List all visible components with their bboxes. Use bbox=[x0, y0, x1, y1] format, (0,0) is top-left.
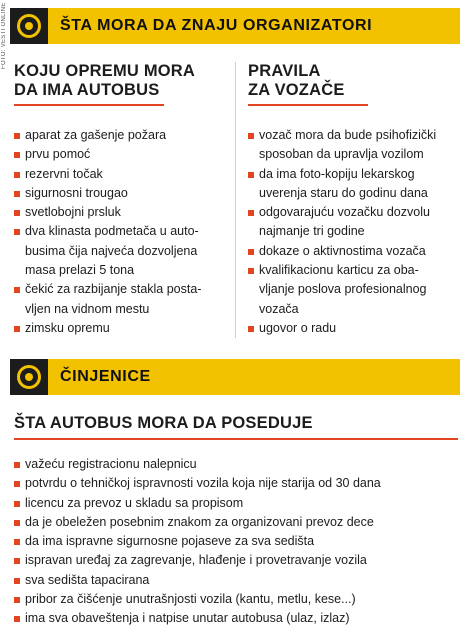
list-item bbox=[14, 203, 224, 222]
bullet-square-icon bbox=[248, 133, 254, 139]
list-item bbox=[248, 165, 458, 204]
photo-credit: FOTO: VESTI ONLINE bbox=[1, 2, 7, 69]
bullet-square-icon bbox=[14, 229, 20, 235]
bullet-square-icon bbox=[14, 597, 20, 603]
list-item bbox=[14, 571, 462, 590]
list-item bbox=[14, 474, 462, 493]
equipment-list bbox=[14, 126, 224, 338]
list-item bbox=[248, 319, 458, 338]
target-icon bbox=[10, 8, 48, 44]
list-item bbox=[14, 126, 224, 145]
list-item-text: licencu za prevoz u skladu sa propisom bbox=[25, 495, 244, 510]
bullet-square-icon bbox=[14, 616, 20, 622]
bullet-square-icon bbox=[14, 481, 20, 487]
list-item-text: potvrdu o tehničkoj ispravnosti vozila koja nije starija od 30 dana bbox=[25, 476, 381, 491]
bullet-square-icon bbox=[14, 172, 20, 178]
bullet-square-icon bbox=[14, 578, 20, 584]
bullet-square-icon bbox=[14, 539, 20, 545]
driver-rules-list bbox=[248, 126, 458, 338]
list-item bbox=[248, 203, 458, 242]
list-item bbox=[14, 222, 224, 280]
driver-rules-column bbox=[248, 62, 458, 338]
list-item bbox=[14, 145, 224, 164]
bullet-square-icon bbox=[248, 210, 254, 216]
list-item bbox=[14, 319, 224, 338]
bullet-square-icon bbox=[14, 326, 20, 332]
list-item-text: čekić za razbijanje stakla posta- vljen na vidnom mestu bbox=[25, 282, 202, 316]
list-item bbox=[14, 165, 224, 184]
list-item-text: aparat za gašenje požara bbox=[25, 128, 167, 142]
bullet-square-icon bbox=[248, 326, 254, 332]
bullet-square-icon bbox=[14, 501, 20, 507]
list-item-text: da ima foto-kopiju lekarskog uverenja staru do godinu dana bbox=[259, 166, 428, 200]
list-item bbox=[14, 455, 462, 474]
bullet-square-icon bbox=[14, 152, 20, 158]
list-item-text: odgovarajuću vozačku dozvolu najmanje tri godine bbox=[259, 205, 430, 239]
list-item-text: zimsku opremu bbox=[25, 320, 110, 335]
list-item bbox=[14, 532, 462, 551]
column-heading: KOJU OPREMU MORA DA IMA AUTOBUS bbox=[14, 62, 196, 99]
list-item bbox=[248, 126, 458, 165]
list-item bbox=[14, 609, 462, 628]
heading-underline bbox=[14, 438, 458, 440]
list-item-text: ima sva obaveštenja i natpise unutar autobusa (ulaz, izlaz) bbox=[25, 611, 350, 626]
list-item-text: dva klinasta podmetača u auto- busima čija najveća dozvoljena masa prelazi 5 tona bbox=[25, 224, 199, 278]
heading-underline bbox=[248, 104, 368, 106]
list-item-text: prvu pomoć bbox=[25, 147, 91, 162]
list-item bbox=[14, 184, 224, 203]
list-item-text: ugovor o radu bbox=[259, 320, 337, 335]
list-item bbox=[14, 494, 462, 513]
list-item-text: sigurnosni trougao bbox=[25, 185, 128, 200]
list-item-text: svetlobojni prsluk bbox=[25, 205, 121, 220]
target-icon bbox=[10, 359, 48, 395]
bullet-square-icon bbox=[14, 210, 20, 216]
list-item-text: vozač mora da bude psihofizički sposoban da upravlja vozilom bbox=[259, 128, 437, 162]
bullet-square-icon bbox=[14, 558, 20, 564]
list-item bbox=[14, 280, 224, 319]
section-title: ČINJENICE bbox=[60, 368, 151, 385]
bullet-square-icon bbox=[14, 133, 20, 139]
list-item-text: pribor za čišćenje unutrašnjosti vozila (kantu, metlu, kese...) bbox=[25, 592, 356, 607]
list-item-text: da ima ispravne sigurnosne pojaseve za sva sedišta bbox=[25, 534, 315, 549]
list-item bbox=[248, 242, 458, 261]
section-banner-facts bbox=[10, 359, 460, 395]
bullet-square-icon bbox=[14, 191, 20, 197]
list-item-text: dokaze o aktivnostima vozača bbox=[259, 243, 426, 258]
bus-requirements-heading: ŠTA AUTOBUS MORA DA POSEDUJE bbox=[14, 414, 313, 432]
list-item bbox=[14, 513, 462, 532]
bullet-square-icon bbox=[14, 462, 20, 468]
column-divider bbox=[235, 62, 236, 338]
section-title: ŠTA MORA DA ZNAJU ORGANIZATORI bbox=[60, 17, 373, 34]
list-item bbox=[248, 261, 458, 319]
list-item-text: kvalifikacionu karticu za oba- vljanje poslova profesionalnog vozača bbox=[259, 263, 427, 316]
list-item bbox=[14, 551, 462, 570]
bus-requirements-list bbox=[14, 455, 462, 629]
section-banner-organizers bbox=[10, 8, 460, 44]
list-item-text: važeću registracionu nalepnicu bbox=[25, 457, 197, 471]
list-item-text: ispravan uređaj za zagrevanje, hlađenje i provetravanje vozila bbox=[25, 553, 367, 568]
list-item bbox=[14, 590, 462, 609]
bullet-square-icon bbox=[14, 287, 20, 293]
list-item-text: sva sedišta tapacirana bbox=[25, 572, 150, 587]
column-heading: PRAVILA ZA VOZAČE bbox=[248, 62, 345, 99]
list-item-text: rezervni točak bbox=[25, 166, 103, 181]
bullet-square-icon bbox=[248, 172, 254, 178]
bullet-square-icon bbox=[248, 249, 254, 255]
bullet-square-icon bbox=[248, 268, 254, 274]
list-item-text: da je obeležen posebnim znakom za organizovani prevoz dece bbox=[25, 514, 374, 529]
heading-underline bbox=[14, 104, 164, 106]
equipment-column bbox=[14, 62, 224, 338]
bullet-square-icon bbox=[14, 520, 20, 526]
